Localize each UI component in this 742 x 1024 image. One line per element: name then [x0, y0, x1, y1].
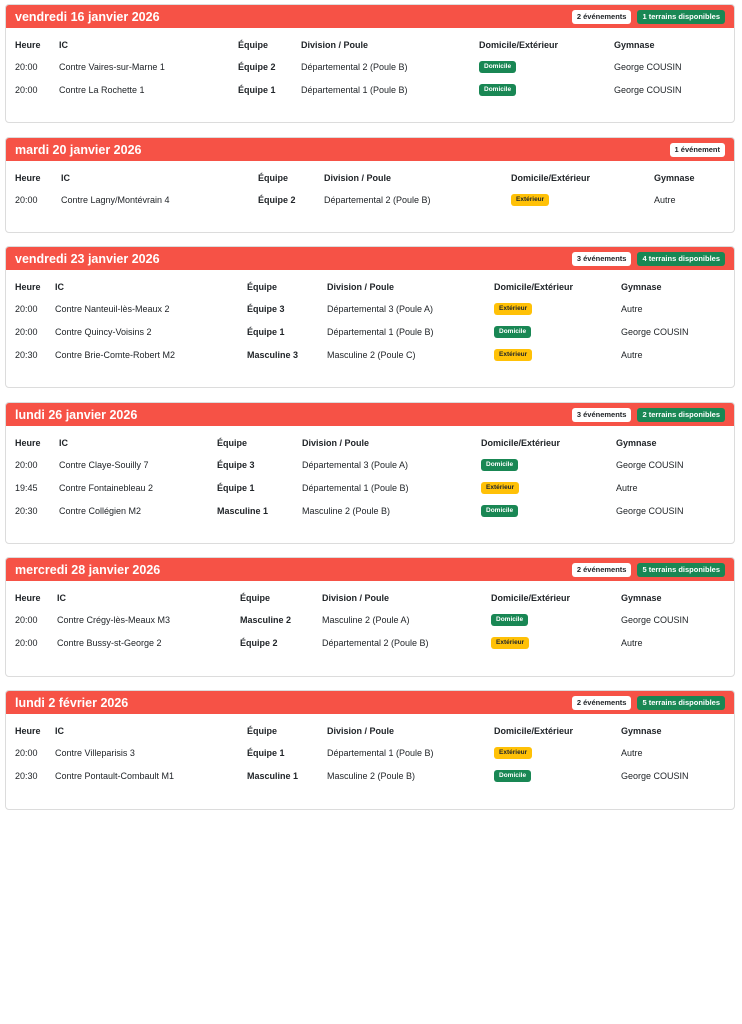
terrains-available-badge: 5 terrains disponibles	[637, 563, 725, 577]
terrains-available-badge: 2 terrains disponibles	[637, 408, 725, 422]
match-gymnase: George COUSIN	[616, 505, 684, 516]
table-row	[15, 297, 721, 320]
match-division: Départemental 2 (Poule B)	[322, 637, 429, 648]
match-opponent: Contre Bussy-st-George 2	[57, 637, 162, 648]
match-team: Masculine 1	[217, 505, 269, 516]
gymnase-header: Gymnase	[621, 281, 662, 292]
table-header-row	[15, 161, 724, 188]
location-badge: Extérieur	[481, 482, 519, 494]
lieu-header: Domicile/Extérieur	[481, 437, 561, 448]
heure-header: Heure	[15, 592, 41, 603]
equipe-header: Équipe	[247, 725, 278, 736]
match-location	[479, 78, 614, 101]
match-location	[494, 764, 621, 787]
heure-header: Heure	[15, 437, 41, 448]
location-badge: Domicile	[479, 61, 516, 73]
match-opponent: Contre La Rochette 1	[59, 84, 145, 95]
day-card	[5, 246, 735, 388]
match-time: 20:00	[15, 614, 38, 625]
table-header-row	[15, 581, 721, 608]
match-location	[494, 741, 621, 764]
day-date: mardi 20 janvier 2026	[15, 142, 142, 157]
match-team: Équipe 1	[238, 84, 276, 95]
terrains-available-badge: 1 terrains disponibles	[637, 10, 725, 24]
match-opponent: Contre Claye-Souilly 7	[59, 459, 149, 470]
match-division: Départemental 3 (Poule A)	[327, 303, 434, 314]
match-gymnase: George COUSIN	[621, 326, 689, 337]
heure-header: Heure	[15, 281, 41, 292]
ic-header: IC	[55, 725, 64, 736]
table-row	[15, 55, 724, 78]
table-header-row	[15, 426, 716, 453]
match-location	[494, 320, 621, 343]
day-badges	[572, 10, 725, 24]
day-badges	[572, 563, 725, 577]
heure-header: Heure	[15, 725, 41, 736]
match-team: Équipe 3	[217, 459, 255, 470]
match-time: 20:00	[15, 747, 38, 758]
match-team: Masculine 1	[247, 770, 299, 781]
match-time: 20:30	[15, 349, 38, 360]
match-division: Départemental 1 (Poule B)	[301, 84, 408, 95]
terrains-available-badge: 5 terrains disponibles	[637, 696, 725, 710]
match-opponent: Contre Brie-Comte-Robert M2	[55, 349, 176, 360]
match-gymnase: Autre	[621, 303, 643, 314]
match-location	[481, 499, 616, 522]
division-header: Division / Poule	[302, 437, 370, 448]
matches-table	[15, 161, 724, 211]
match-time: 20:00	[15, 637, 38, 648]
match-time: 20:30	[15, 505, 38, 516]
match-gymnase: George COUSIN	[621, 614, 689, 625]
ic-header: IC	[61, 172, 70, 183]
match-opponent: Contre Fontainebleau 2	[59, 482, 154, 493]
events-count-badge: 3 événements	[572, 408, 632, 422]
match-opponent: Contre Lagny/Montévrain 4	[61, 194, 170, 205]
table-row	[15, 343, 721, 366]
location-badge: Domicile	[491, 614, 528, 626]
equipe-header: Équipe	[238, 39, 269, 50]
match-division: Départemental 3 (Poule A)	[302, 459, 409, 470]
match-location	[481, 453, 616, 476]
table-header-row	[15, 28, 724, 55]
day-header	[6, 138, 734, 161]
table-row	[15, 78, 724, 101]
match-division: Masculine 2 (Poule B)	[302, 505, 391, 516]
location-badge: Domicile	[481, 459, 518, 471]
match-location	[491, 608, 621, 631]
match-gymnase: Autre	[654, 194, 676, 205]
match-opponent: Contre Collégien M2	[59, 505, 142, 516]
match-team: Équipe 3	[247, 303, 285, 314]
gymnase-header: Gymnase	[654, 172, 695, 183]
match-time: 20:30	[15, 770, 38, 781]
table-row	[15, 608, 721, 631]
match-gymnase: Autre	[621, 637, 643, 648]
table-row	[15, 499, 716, 522]
match-gymnase: Autre	[621, 349, 643, 360]
division-header: Division / Poule	[322, 592, 390, 603]
heure-header: Heure	[15, 172, 41, 183]
events-count-badge: 2 événements	[572, 696, 632, 710]
match-gymnase: George COUSIN	[621, 770, 689, 781]
location-badge: Domicile	[494, 326, 531, 338]
day-card	[5, 690, 735, 810]
match-location	[479, 55, 614, 78]
division-header: Division / Poule	[301, 39, 369, 50]
match-time: 20:00	[15, 194, 38, 205]
location-badge: Domicile	[494, 770, 531, 782]
day-header	[6, 403, 734, 426]
day-date: mercredi 28 janvier 2026	[15, 562, 161, 577]
match-division: Départemental 2 (Poule B)	[301, 61, 408, 72]
match-opponent: Contre Villeparisis 3	[55, 747, 135, 758]
location-badge: Extérieur	[491, 637, 529, 649]
day-badges	[572, 408, 725, 422]
lieu-header: Domicile/Extérieur	[491, 592, 571, 603]
table-row	[15, 476, 716, 499]
lieu-header: Domicile/Extérieur	[511, 172, 591, 183]
day-header	[6, 558, 734, 581]
events-count-badge: 1 événement	[670, 143, 725, 157]
table-row	[15, 741, 721, 764]
day-card	[5, 4, 735, 123]
match-division: Masculine 2 (Poule A)	[322, 614, 410, 625]
match-gymnase: Autre	[621, 747, 643, 758]
table-row	[15, 320, 721, 343]
equipe-header: Équipe	[247, 281, 278, 292]
match-location	[491, 631, 621, 654]
match-team: Équipe 1	[247, 747, 285, 758]
day-card	[5, 137, 735, 233]
terrains-available-badge: 4 terrains disponibles	[637, 252, 725, 266]
day-date: vendredi 16 janvier 2026	[15, 9, 160, 24]
day-header	[6, 5, 734, 28]
location-badge: Extérieur	[494, 747, 532, 759]
division-header: Division / Poule	[324, 172, 392, 183]
day-date: vendredi 23 janvier 2026	[15, 251, 160, 266]
match-location	[494, 343, 621, 366]
location-badge: Extérieur	[494, 303, 532, 315]
match-division: Départemental 1 (Poule B)	[327, 747, 434, 758]
ic-header: IC	[59, 39, 68, 50]
match-division: Départemental 1 (Poule B)	[302, 482, 409, 493]
match-time: 20:00	[15, 326, 38, 337]
equipe-header: Équipe	[258, 172, 289, 183]
day-badges	[670, 143, 725, 157]
match-time: 20:00	[15, 303, 38, 314]
match-gymnase: George COUSIN	[614, 84, 682, 95]
gymnase-header: Gymnase	[621, 592, 662, 603]
match-time: 20:00	[15, 84, 38, 95]
gymnase-header: Gymnase	[621, 725, 662, 736]
match-division: Départemental 1 (Poule B)	[327, 326, 434, 337]
table-row	[15, 631, 721, 654]
matches-table	[15, 581, 721, 654]
match-opponent: Contre Pontault-Combault M1	[55, 770, 175, 781]
match-team: Équipe 1	[247, 326, 285, 337]
gymnase-header: Gymnase	[614, 39, 655, 50]
matches-table	[15, 28, 724, 101]
match-opponent: Contre Nanteuil-lès-Meaux 2	[55, 303, 170, 314]
heure-header: Heure	[15, 39, 41, 50]
lieu-header: Domicile/Extérieur	[494, 281, 574, 292]
day-header	[6, 247, 734, 270]
location-badge: Domicile	[481, 505, 518, 517]
ic-header: IC	[57, 592, 66, 603]
events-count-badge: 3 événements	[572, 252, 632, 266]
matches-table	[15, 714, 721, 787]
match-location	[481, 476, 616, 499]
events-count-badge: 2 événements	[572, 563, 632, 577]
match-time: 19:45	[15, 482, 38, 493]
lieu-header: Domicile/Extérieur	[494, 725, 574, 736]
day-date: lundi 26 janvier 2026	[15, 407, 138, 422]
division-header: Division / Poule	[327, 725, 395, 736]
match-team: Masculine 3	[247, 349, 299, 360]
match-division: Départemental 2 (Poule B)	[324, 194, 431, 205]
lieu-header: Domicile/Extérieur	[479, 39, 559, 50]
table-row	[15, 453, 716, 476]
location-badge: Domicile	[479, 84, 516, 96]
match-time: 20:00	[15, 61, 38, 72]
match-team: Équipe 2	[240, 637, 278, 648]
day-badges	[572, 696, 725, 710]
match-gymnase: George COUSIN	[616, 459, 684, 470]
match-team: Équipe 1	[217, 482, 255, 493]
ic-header: IC	[59, 437, 68, 448]
day-date: lundi 2 février 2026	[15, 695, 129, 710]
matches-table	[15, 270, 721, 366]
day-card	[5, 402, 735, 544]
match-opponent: Contre Vaires-sur-Marne 1	[59, 61, 165, 72]
equipe-header: Équipe	[217, 437, 248, 448]
match-location	[511, 188, 654, 211]
table-row	[15, 764, 721, 787]
match-team: Équipe 2	[238, 61, 276, 72]
match-division: Masculine 2 (Poule C)	[327, 349, 416, 360]
match-gymnase: George COUSIN	[614, 61, 682, 72]
events-count-badge: 2 événements	[572, 10, 632, 24]
match-division: Masculine 2 (Poule B)	[327, 770, 416, 781]
match-opponent: Contre Crégy-lès-Meaux M3	[57, 614, 171, 625]
division-header: Division / Poule	[327, 281, 395, 292]
gymnase-header: Gymnase	[616, 437, 657, 448]
table-header-row	[15, 714, 721, 741]
matches-table	[15, 426, 716, 522]
match-time: 20:00	[15, 459, 38, 470]
match-location	[494, 297, 621, 320]
day-header	[6, 691, 734, 714]
ic-header: IC	[55, 281, 64, 292]
day-badges	[572, 252, 725, 266]
match-team: Masculine 2	[240, 614, 292, 625]
table-header-row	[15, 270, 721, 297]
match-gymnase: Autre	[616, 482, 638, 493]
day-card	[5, 557, 735, 677]
table-row	[15, 188, 724, 211]
location-badge: Extérieur	[511, 194, 549, 206]
match-team: Équipe 2	[258, 194, 296, 205]
equipe-header: Équipe	[240, 592, 271, 603]
match-opponent: Contre Quincy-Voisins 2	[55, 326, 152, 337]
location-badge: Extérieur	[494, 349, 532, 361]
